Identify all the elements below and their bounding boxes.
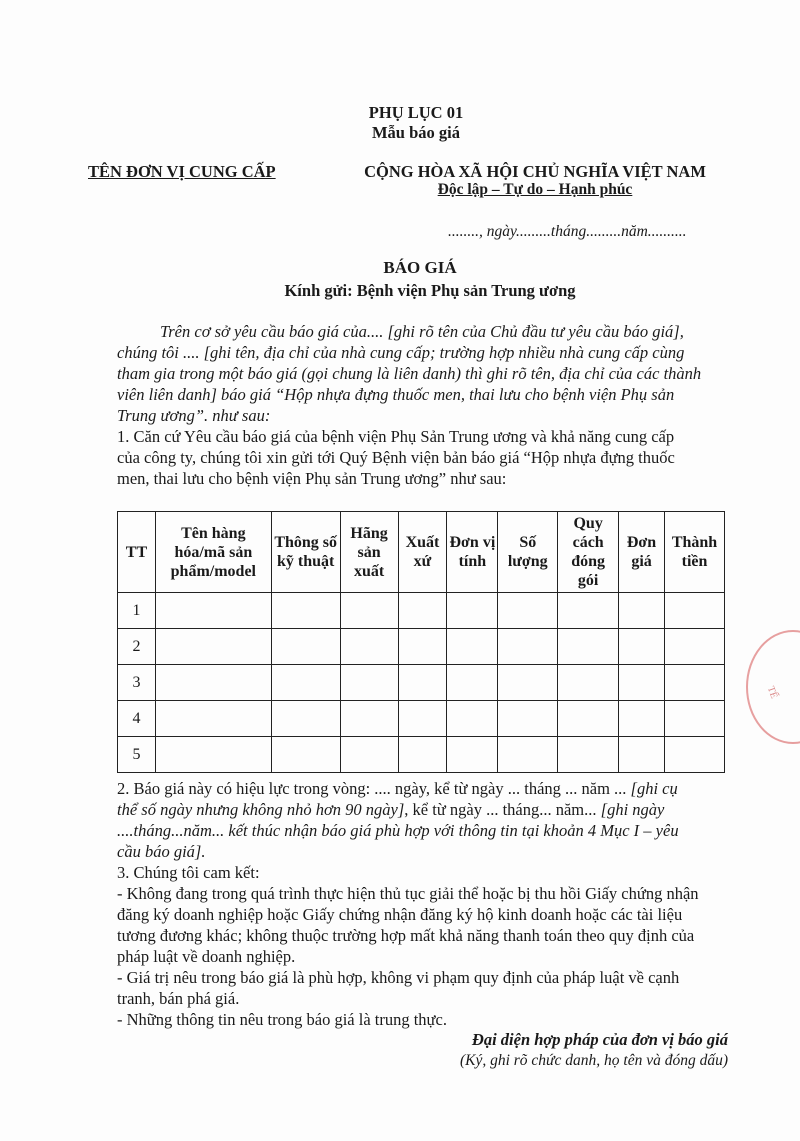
table-cell[interactable] (498, 665, 558, 701)
table-cell[interactable] (398, 593, 447, 629)
table-cell[interactable] (155, 629, 271, 665)
supplier-name: TÊN ĐƠN VỊ CUNG CẤP (88, 162, 276, 181)
table-cell[interactable] (340, 665, 398, 701)
table-cell[interactable] (271, 665, 340, 701)
table-cell[interactable] (398, 701, 447, 737)
table-cell[interactable] (398, 665, 447, 701)
motto: Độc lập – Tự do – Hạnh phúc (437, 181, 633, 198)
table-cell[interactable] (155, 593, 271, 629)
section1-line: của công ty, chúng tôi xin gửi tới Quý Bệnh viện bản báo giá “Hộp nhựa đựng thuốc (117, 448, 675, 467)
table-cell[interactable] (155, 665, 271, 701)
table-cell[interactable] (447, 593, 498, 629)
intro-line: chúng tôi .... [ghi tên, địa chỉ của nhà cung cấp; trường hợp nhiều nhà cung cấp cùng (117, 343, 685, 362)
table-cell[interactable] (447, 629, 498, 665)
table-cell[interactable] (619, 701, 665, 737)
header-cell: Thông số kỹ thuật (271, 512, 340, 593)
table-cell[interactable] (340, 593, 398, 629)
header-cell: TT (118, 512, 156, 593)
row-number: 3 (118, 665, 156, 701)
section2-text: , kể từ ngày ... tháng... năm... (404, 800, 601, 819)
table-cell[interactable] (665, 737, 725, 773)
section3-line: pháp luật về doanh nghiệp. (117, 947, 296, 966)
section2-note: [ghi ngày (600, 800, 665, 819)
table-cell[interactable] (271, 701, 340, 737)
table-cell[interactable] (498, 629, 558, 665)
section2-line (117, 799, 664, 820)
table-row (118, 629, 725, 665)
section2-line: cầu báo giá]. (117, 842, 206, 861)
section2-note: thể số ngày nhưng không nhỏ hơn 90 ngày] (117, 800, 405, 819)
stamp-text: TẾ (764, 684, 780, 701)
section3-line: tranh, bán phá giá. (117, 989, 240, 1008)
table-cell[interactable] (271, 593, 340, 629)
table-cell[interactable] (498, 701, 558, 737)
table-cell[interactable] (155, 701, 271, 737)
date-line: ........, ngày.........tháng.........năm.......... (448, 223, 687, 240)
section3-line: tương đương khác; không thuộc trường hợp mất khả năng thanh toán theo quy định của (117, 926, 695, 945)
row-number: 5 (118, 737, 156, 773)
header-cell: Số lượng (498, 512, 558, 593)
table-cell[interactable] (558, 701, 619, 737)
table-cell[interactable] (558, 737, 619, 773)
table-row (118, 701, 725, 737)
intro-line: tham gia trong một báo giá (gọi chung là liên danh) thì ghi rõ tên, địa chỉ của các thành (117, 364, 702, 383)
row-number: 2 (118, 629, 156, 665)
section3-line: - Giá trị nêu trong báo giá là phù hợp, không vi phạm quy định của pháp luật về cạnh (117, 968, 680, 987)
section2-note: [ghi cụ (630, 779, 678, 798)
signature-title: Đại diện hợp pháp của đơn vị báo giá (471, 1030, 728, 1049)
appendix-title: PHỤ LỤC 01 (368, 103, 464, 122)
section1-line: 1. Căn cứ Yêu cầu báo giá của bệnh viện Phụ Sản Trung ương và khả năng cung cấp (117, 427, 675, 446)
section1-line: men, thai lưu cho bệnh viện Phụ sản Trung ương” như sau: (117, 469, 507, 488)
section3-line: 3. Chúng tôi cam kết: (117, 863, 260, 882)
table-header-row (118, 512, 725, 593)
header-cell: Tên hàng hóa/mã sản phẩm/model (155, 512, 271, 593)
table-cell[interactable] (271, 629, 340, 665)
intro-line: Trên cơ sở yêu cầu báo giá của.... [ghi rõ tên của Chủ đầu tư yêu cầu báo giá], (160, 322, 684, 341)
table-cell[interactable] (665, 701, 725, 737)
table-cell[interactable] (498, 737, 558, 773)
table-cell[interactable] (619, 629, 665, 665)
table-cell[interactable] (558, 593, 619, 629)
table-cell[interactable] (398, 737, 447, 773)
table-cell[interactable] (271, 737, 340, 773)
section2-text: 2. Báo giá này có hiệu lực trong vòng: .... ngày, kể từ ngày ... tháng ... năm ... (117, 779, 631, 798)
stamp-mark (746, 630, 800, 744)
table-cell[interactable] (155, 737, 271, 773)
table-cell[interactable] (558, 629, 619, 665)
table-row (118, 737, 725, 773)
table-cell[interactable] (619, 593, 665, 629)
table-row (118, 665, 725, 701)
intro-line: viên liên danh] báo giá “Hộp nhựa đựng thuốc men, thai lưu cho bệnh viện Phụ sản (117, 385, 675, 404)
row-number: 1 (118, 593, 156, 629)
intro-line: Trung ương”. như sau: (117, 406, 271, 425)
nation-title: CỘNG HÒA XÃ HỘI CHỦ NGHĨA VIỆT NAM (364, 162, 706, 181)
header-cell: Đơn giá (619, 512, 665, 593)
appendix-subtitle: Mẫu báo giá (371, 123, 460, 142)
table-cell[interactable] (447, 701, 498, 737)
quotation-table (117, 511, 725, 773)
table-cell[interactable] (665, 665, 725, 701)
recipient-line: Kính gửi: Bệnh viện Phụ sản Trung ương (284, 281, 576, 300)
section3-line: - Không đang trong quá trình thực hiện thủ tục giải thể hoặc bị thu hồi Giấy chứng nhận (117, 884, 699, 903)
table-cell[interactable] (447, 737, 498, 773)
section3-line: đăng ký doanh nghiệp hoặc Giấy chứng nhận đăng ký hộ kinh doanh hoặc các tài liệu (117, 905, 683, 924)
table-cell[interactable] (619, 665, 665, 701)
table-cell[interactable] (340, 737, 398, 773)
section3-line: - Những thông tin nêu trong báo giá là trung thực. (117, 1010, 447, 1029)
document-title: BÁO GIÁ (383, 258, 457, 277)
header-cell: Hãng sản xuất (340, 512, 398, 593)
table-cell[interactable] (398, 629, 447, 665)
section2-line (117, 778, 678, 799)
header-cell: Thành tiền (665, 512, 725, 593)
table-cell[interactable] (498, 593, 558, 629)
table-cell[interactable] (340, 629, 398, 665)
header-cell: Quy cách đóng gói (558, 512, 619, 593)
signature-note: (Ký, ghi rõ chức danh, họ tên và đóng dấu) (459, 1052, 728, 1069)
table-cell[interactable] (447, 665, 498, 701)
row-number: 4 (118, 701, 156, 737)
header-cell: Đơn vị tính (447, 512, 498, 593)
table-cell[interactable] (665, 629, 725, 665)
table-cell[interactable] (558, 665, 619, 701)
table-cell[interactable] (665, 593, 725, 629)
table-cell[interactable] (619, 737, 665, 773)
section2-line: ....tháng...năm... kết thúc nhận báo giá phù hợp với thông tin tại khoản 4 Mục I – yêu (117, 821, 679, 840)
header-cell: Xuất xứ (398, 512, 447, 593)
table-row (118, 593, 725, 629)
table-cell[interactable] (340, 701, 398, 737)
